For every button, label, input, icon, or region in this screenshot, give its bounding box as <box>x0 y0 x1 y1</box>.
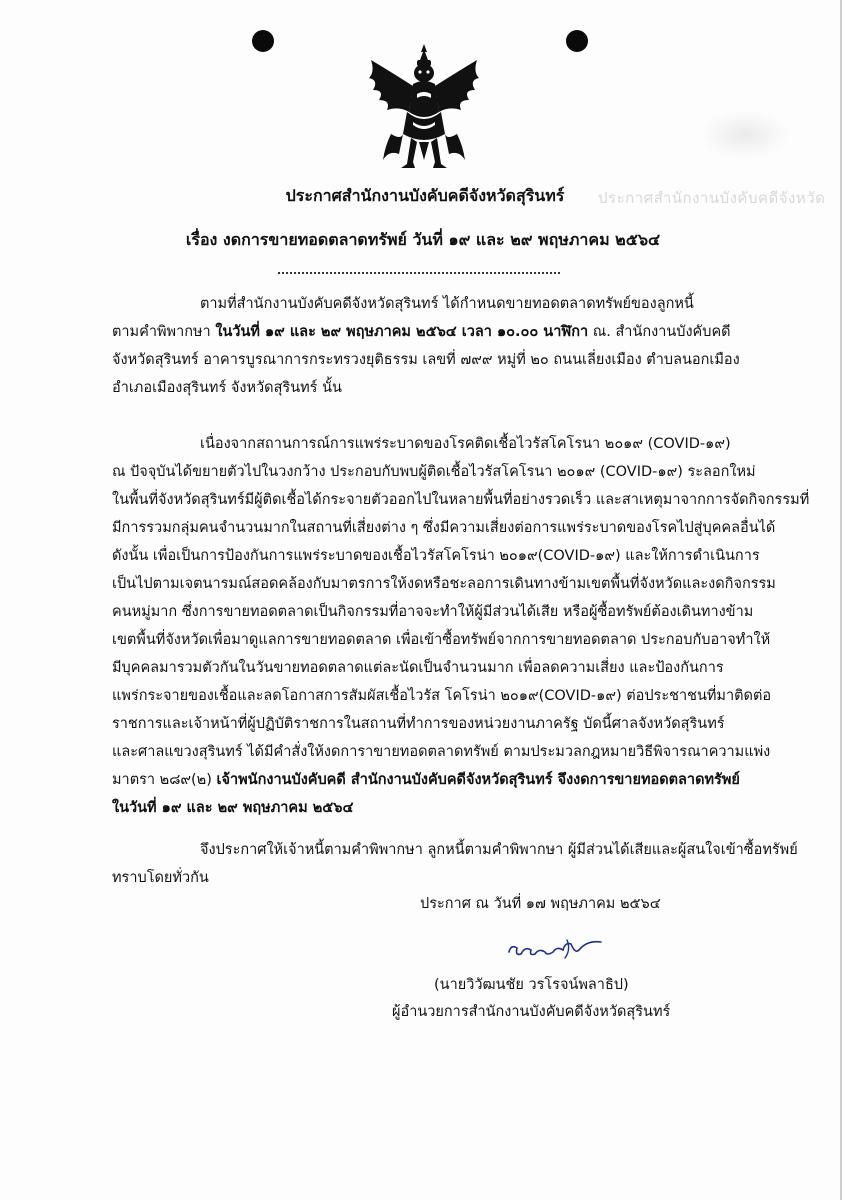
p2-line-11: ราชการและเจ้าหน้าที่ผู้ปฏิบัติราชการในสถานที่ทำการของหน่วยงานภาครัฐ บัดนี้ศาลจังหวัดสุรินทร์ <box>112 716 725 732</box>
garuda-emblem-icon <box>361 42 487 170</box>
document-title: ประกาศสำนักงานบังคับคดีจังหวัดสุรินทร์ <box>285 186 565 205</box>
p2-line-9: มีบุคคลมารวมตัวกันในวันขายทอดตลาดแต่ละนัดเป็นจำนวนมาก เพื่อลดความเสี่ยง และป้องกันการ <box>112 660 724 676</box>
signer-position: ผู้อำนวยการสำนักงานบังคับคดีจังหวัดสุรินทร์ <box>392 1004 671 1020</box>
p2-line-5: ดังนั้น เพื่อเป็นการป้องกันการแพร่ระบาดของเชื้อไวรัสโคโรน่า ๒๐๑๙(COVID-๑๙) และให้การดำเนินการ <box>112 548 760 564</box>
p2-line-10: แพร่กระจายของเชื้อและลดโอกาสการสัมผัสเชื้อไวรัส โคโรน่า ๒๐๑๙(COVID-๑๙) ต่อประชาชนที่มาติดต่อ <box>112 688 772 704</box>
p2-line-2: ณ ปัจจุบันได้ขยายตัวไปในวงกว้าง ประกอบกับพบผู้ติดเชื้อไวรัสโคโรนา ๒๐๑๙ (COVID-๑๙) ระลอกใหม่ <box>112 464 756 480</box>
suspension-statement-bold: เจ้าพนักงานบังคับคดี สำนักงานบังคับคดีจังหวัดสุรินทร์ จึงงดการขายทอดตลาดทรัพย์ <box>216 772 740 788</box>
p1-line-4: อำเภอเมืองสุรินทร์ จังหวัดสุรินทร์ นั้น <box>112 380 342 396</box>
announcement-date: ประกาศ ณ วันที่ ๑๗ พฤษภาคม ๒๕๖๔ <box>420 896 661 912</box>
p2-line-3: ในพื้นที่จังหวัดสุรินทร์มีผู้ติดเชื้อได้กระจายตัวออกไปในหลายพื้นที่อย่างรวดเร็ว และสาเหตุมาจากการจัดกิจกรรมที่ <box>112 492 810 508</box>
p3-line-2: ทราบโดยทั่วกัน <box>112 870 209 886</box>
title-divider <box>278 272 560 274</box>
bleed-through-text: ประกาศสำนักงานบังคับคดีจังหวัด <box>598 189 826 207</box>
p1-line-1: ตามที่สำนักงานบังคับคดีจังหวัดสุรินทร์ ได้กำหนดขายทอดตลาดทรัพย์ของลูกหนี้ <box>200 296 694 312</box>
p1-line-2 <box>112 322 731 342</box>
p3-line-1: จึงประกาศให้เจ้าหนี้ตามคำพิพากษา ลูกหนี้ตามคำพิพากษา ผู้มีส่วนได้เสียและผู้สนใจเข้าซื้อทรัพย์ <box>200 842 798 858</box>
signer-name: (นายวิวัฒนชัย วรโรจน์พลาธิป) <box>434 977 629 993</box>
punch-hole-left <box>252 30 274 52</box>
p2-line-6: เป็นไปตามเจตนารมณ์สอดคล้องกับมาตรการให้งดหรือชะลอการเดินทางข้ามเขตพื้นที่จังหวัดและงดกิจกรรม <box>112 576 776 592</box>
p2-line-1: เนื่องจากสถานการณ์การแพร่ระบาดของโรคติดเชื้อไวรัสโคโรนา ๒๐๑๙ (COVID-๑๙) <box>200 436 731 452</box>
p2-line-12: และศาลแขวงสุรินทร์ ได้มีคำสั่งให้งดการาขายทอดตลาดทรัพย์ ตามประมวลกฎหมายวิธีพิจารณาความแพ่ง <box>112 744 771 760</box>
p1-line-2-prefix: ตามคำพิพากษา <box>112 324 216 340</box>
p2-line-13 <box>112 770 740 790</box>
p2-line-13-prefix: มาตรา ๒๘๙(๒) <box>112 772 217 788</box>
handwritten-signature <box>505 936 605 962</box>
p2-line-7: คนหมู่มาก ซึ่งการขายทอดตลาดเป็นกิจกรรมที่อาจจะทำให้ผู้มีส่วนได้เสีย หรือผู้ซื้อทรัพย์ต้องเดินทางข้าม <box>112 604 754 620</box>
p2-line-4: มีการรวมกลุ่มคนจำนวนมากในสถานที่เสี่ยงต่าง ๆ ซึ่งมีความเสี่ยงต่อการแพร่ระบาดของโรคไปสู่บุคคลอื่นได้ <box>112 520 776 536</box>
auction-dates-bold: ในวันที่ ๑๙ และ ๒๙ พฤษภาคม ๒๕๖๔ เวลา ๑๐.๐๐ นาฬิกา <box>215 324 589 340</box>
punch-hole-right <box>566 30 588 52</box>
p2-line-8: เขตพื้นที่จังหวัดเพื่อมาดูแลการขายทอดตลาด เพื่อเข้าซื้อทรัพย์จากการขายทอดตลาด ประกอบกับอาจทำให้ <box>112 632 771 648</box>
p1-line-3: จังหวัดสุรินทร์ อาคารบูรณาการกระทรวงยุติธรรม เลขที่ ๗๙๙ หมู่ที่ ๒๐ ถนนเลี่ยงเมือง ตำบลนอกเมือง <box>112 352 740 368</box>
p1-line-2-suffix: ณ. สำนักงานบังคับคดี <box>588 324 731 340</box>
p2-line-14: ในวันที่ ๑๙ และ ๒๙ พฤษภาคม ๒๕๖๔ <box>112 800 354 816</box>
bleed-through-smudge <box>700 110 790 160</box>
document-subject: เรื่อง งดการขายทอดตลาดทรัพย์ วันที่ ๑๙ และ ๒๙ พฤษภาคม ๒๕๖๔ <box>185 230 661 249</box>
